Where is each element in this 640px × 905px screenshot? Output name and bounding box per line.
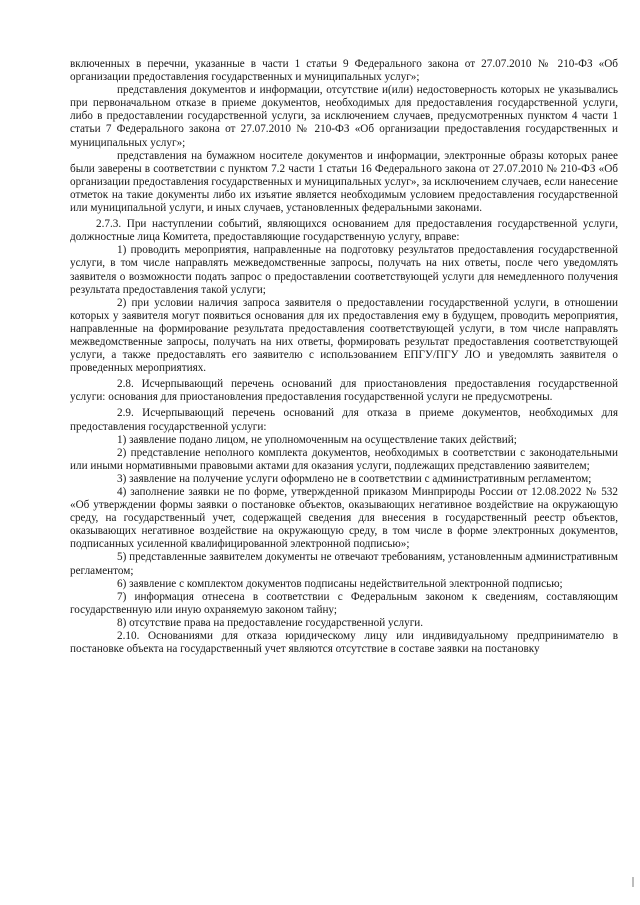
section-2-9-item-8: 8) отсутствие права на предоставление государственной услуги. [117,616,424,629]
section-2-9-item-3: 3) заявление на получение услуги оформлено не в соответствии с административным регламентом; [117,472,592,485]
paragraph-paper-documents: представления на бумажном носителе документов и информации, электронные образы которых ранее были заверены в соответствии с пунктом 7.2 части 1 статьи 16 Федерального закона от 27.07.2010 № 210-ФЗ «Об организации предоставления государственных и муниципальных услуг», за исключением случаев, если нанесение отметок на такие документы либо их изъятие является необходимым условием предоставления государственной или муниципальной услуги, и иных случаев, установленных федеральными законами. [70,149,618,215]
section-2-7-3-item-2: 2) при условии наличия запроса заявителя о предоставлении государственной услуги, в отношении которых у заявителя могут появиться основания для их предоставления ему в будущем, проводить мероприятия, направленные на формирование результата предоставления соответствующей услуги, в том числе направлять межведомственные запросы, получать на них ответы, формировать результат предоставления соответствующей услуги, а также предоставлять его заявителю с использованием ЕПГУ/ПГУ ЛО и уведомлять заявителя о проведенных мероприятиях. [70,296,618,375]
section-2-8: 2.8. Исчерпывающий перечень оснований для приостановления предоставления государственной услуги: основания для приостановления предоставления государственной услуги не предусмотрены. [70,378,618,404]
section-2-9-item-2: 2) представление неполного комплекта документов, необходимых в соответствии с законодательными или иными нормативными правовыми актами для оказания услуги, подлежащих представлению заявителем; [70,446,618,472]
paragraph-continuation: включенных в перечни, указанные в части 1 статьи 9 Федерального закона от 27.07.2010 № 210-ФЗ «Об организации предоставления государственных и муниципальных услуг»; [70,58,618,84]
section-2-7-3: 2.7.3. При наступлении событий, являющихся основанием для предоставления государственной услуги, должностные лица Комитета, предоставляющие государственную услугу, вправе: [70,218,618,244]
section-2-9: 2.9. Исчерпывающий перечень оснований для отказа в приеме документов, необходимых для предоставления государственной услуги: [70,407,618,433]
section-2-9-item-4: 4) заполнение заявки не по форме, утвержденной приказом Минприроды России от 12.08.2022 № 532 «Об утверждении формы заявки о постановке объектов, оказывающих негативное воздействие на окружающую среду, на государственный учет, содержащей сведения для внесения в государственный реестр объектов, оказывающих негативное воздействие на окружающую среду, в том числе в форме электронных документов, подписанных усиленной квалифицированной электронной подписью»; [70,486,618,551]
paragraph-documents-not-indicated: представления документов и информации, отсутствие и(или) недостоверность которых не указывались при первоначальном отказе в приеме документов, необходимых для предоставления государственной услуги, либо в предоставлении государственной услуги, за исключением случаев, предусмотренных пунктом 4 части 1 статьи 7 Федерального закона от 27.07.2010 № 210-ФЗ «Об организации предоставления государственных и муниципальных услуг»; [70,84,618,149]
section-2-7-3-item-1: 1) проводить мероприятия, направленные на подготовку результатов предоставления государственной услуги, в том числе направлять межведомственные запросы, получать на них ответы, после чего уведомлять заявителя о возможности подать запрос о предоставлении соответствующей услуги для немедленного получения результата предоставления такой услуги; [70,244,618,296]
section-2-9-item-6: 6) заявление с комплектом документов подписаны недействительной электронной подписью; [117,577,563,590]
section-2-9-item-1: 1) заявление подано лицом, не уполномоченным на осуществление таких действий; [117,433,517,446]
scan-edge-mark [632,877,634,887]
section-2-9-item-5: 5) представленные заявителем документы не отвечают требованиям, установленным административным регламентом; [70,551,618,577]
section-2-10: 2.10. Основаниями для отказа юридическому лицу или индивидуальному предпринимателю в постановке объекта на государственный учет являются отсутствие в составе заявки на постановку [70,630,618,656]
section-2-9-item-7: 7) информация отнесена в соответствии с Федеральным законом к сведениям, составляющим государственную или иную охраняемую законом тайну; [70,590,618,616]
document-page [70,58,618,656]
